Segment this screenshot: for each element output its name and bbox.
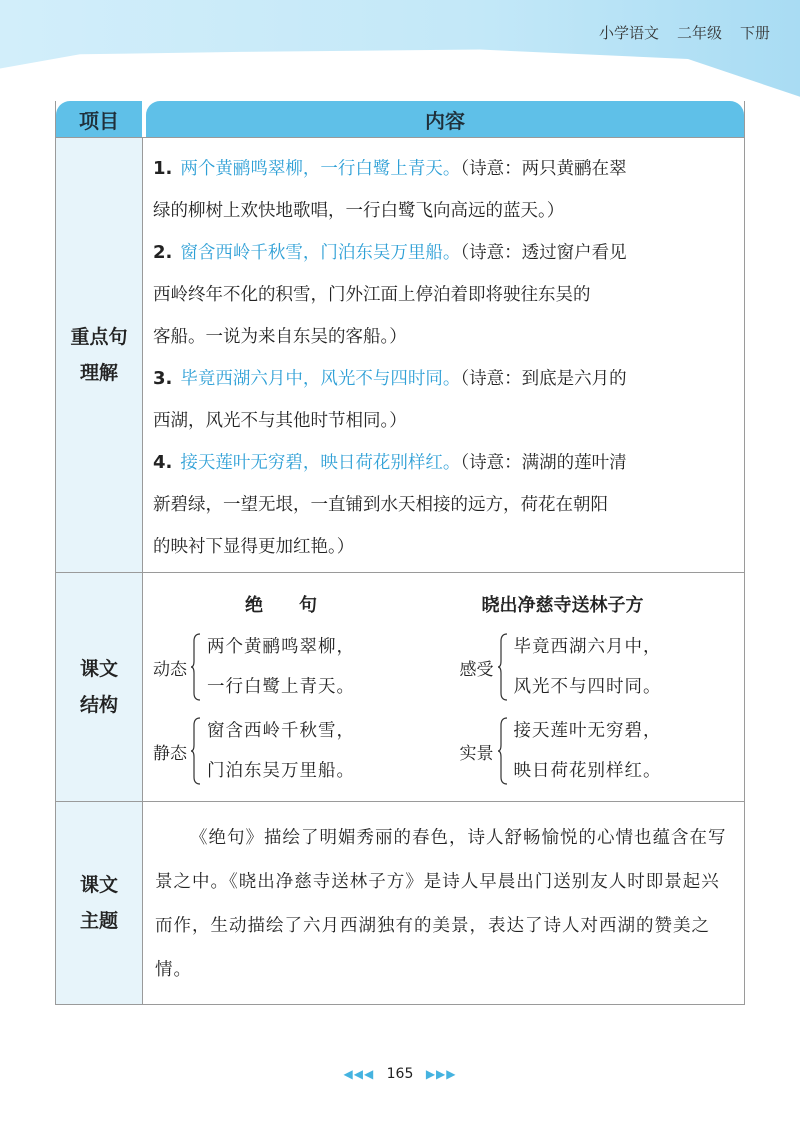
group-label: 感受	[459, 659, 494, 680]
structure-right	[442, 573, 731, 801]
row-label-structure: 课文 结构	[56, 573, 143, 801]
group-label: 实景	[459, 743, 494, 764]
header-item: 项目	[56, 101, 142, 137]
row-key-sentences	[56, 137, 744, 572]
header-subject: 小学语文	[598, 24, 659, 42]
structure-diagram	[143, 573, 744, 801]
list-item: 3. 毕竟西湖六月中，风光不与四时同。（诗意：到底是六月的 西湖，风光不与其他时节相同。）	[153, 368, 627, 431]
row-structure	[56, 572, 744, 801]
table-header	[56, 101, 744, 137]
poem-title-jueju: 绝 句	[245, 595, 317, 616]
row-label-key-sentences: 重点句 理解	[56, 138, 143, 572]
brace-icon	[498, 633, 508, 701]
brace-icon	[191, 633, 201, 701]
group-scene: 实景 接天莲叶无穷碧， 映日荷花别样红。	[460, 711, 662, 791]
group-label: 动态	[153, 659, 187, 680]
brace-icon	[498, 717, 508, 785]
theme-text-cell	[143, 802, 744, 1004]
group-feeling: 感受 毕竟西湖六月中， 风光不与四时同。	[460, 627, 662, 707]
header-grade: 二年级	[676, 24, 722, 42]
row-theme	[56, 801, 744, 1004]
page-footer	[0, 1066, 800, 1082]
page-number: 165	[386, 1066, 414, 1082]
list-item: 4. 接天莲叶无穷碧，映日荷花别样红。（诗意：满湖的莲叶清 新碧绿，一望无垠，一直铺到水天相接的远方，荷花在朝阳 的映衬下显得更加红艳。）	[153, 452, 627, 557]
group-dynamic: 动态 两个黄鹂鸣翠柳， 一行白鹭上青天。	[153, 627, 355, 707]
key-sentences-list	[143, 138, 744, 572]
summary-table	[55, 101, 745, 1005]
prev-arrows-icon: ◀◀◀	[343, 1067, 375, 1081]
list-item: 1. 两个黄鹂鸣翠柳，一行白鹭上青天。（诗意：两只黄鹂在翠 绿的柳树上欢快地歌唱，一行白鹭飞向高远的蓝天。）	[153, 158, 627, 221]
poem-title-xiaochu: 晓出净慈寺送林子方	[481, 595, 644, 616]
next-arrows-icon: ▶▶▶	[425, 1067, 457, 1081]
group-static: 静态 窗含西岭千秋雪， 门泊东吴万里船。	[153, 711, 355, 791]
running-header	[599, 22, 770, 43]
theme-paragraph: 《绝句》描绘了明媚秀丽的春色，诗人舒畅愉悦的心情也蕴含在写景之中。《晓出净慈寺送林子方》是诗人早晨出门送别友人时即景起兴而作，生动描绘了六月西湖独有的美景，表达了诗人对西湖的赞美之情。	[155, 828, 727, 980]
brace-icon	[191, 717, 201, 785]
header-volume: 下册	[739, 24, 770, 42]
header-content: 内容	[146, 101, 744, 137]
list-item: 2. 窗含西岭千秋雪，门泊东吴万里船。（诗意：透过窗户看见 西岭终年不化的积雪，门外江面上停泊着即将驶往东吴的 客船。一说为来自东吴的客船。）	[153, 242, 627, 347]
row-label-theme: 课文 主题	[56, 802, 143, 1004]
group-label: 静态	[153, 743, 187, 764]
structure-left	[153, 573, 442, 801]
